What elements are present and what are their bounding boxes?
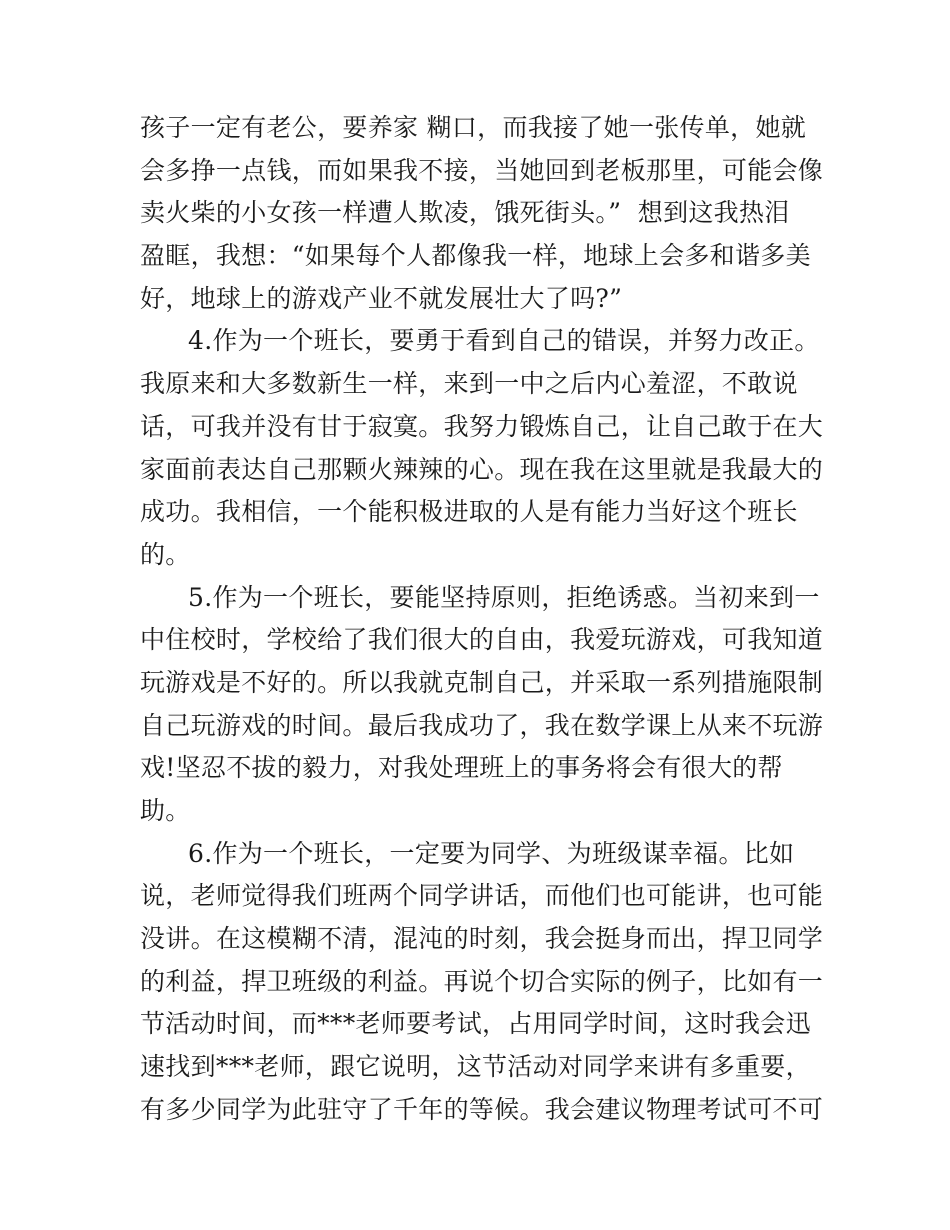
- document-body: [140, 107, 824, 1132]
- text-line: 盈眶，我想：“如果每个人都像我一样，地球上会多和谐多美: [140, 241, 811, 271]
- paragraph-4-start: 4.作为一个班长，要勇于看到自己的错误，并努力改正。: [188, 326, 820, 356]
- text-line: 孩子一定有老公，要养家 糊口，而我接了她一张传单，她就: [140, 113, 807, 142]
- text-line: 助。: [140, 796, 191, 825]
- text-line: 没讲。在这模糊不清，混沌的时刻，我会挺身而出，捍卫同学: [140, 924, 824, 954]
- text-line: 中住校时，学校给了我们很大的自由，我爱玩游戏，可我知道: [140, 625, 824, 655]
- text-line: 话，可我并没有甘于寂寞。我努力锻炼自己，让自己敢于在大: [140, 411, 824, 441]
- text-line: 成功。我相信，一个能积极进取的人是有能力当好这个班长: [140, 497, 798, 527]
- text-line: 好，地球上的游戏产业不就发展壮大了吗?”: [140, 283, 623, 313]
- text-line: 自己玩游戏的时间。最后我成功了，我在数学课上从来不玩游: [140, 710, 824, 740]
- text-line: 的。: [140, 539, 191, 569]
- text-line: 我原来和大多数新生一样，来到一中之后内心羞涩，不敢说: [140, 369, 798, 399]
- text-line: 家面前表达自己那颗火辣辣的心。现在我在这里就是我最大的: [140, 454, 824, 484]
- text-line: 会多挣一点钱，而如果我不接，当她回到老板那里，可能会像: [140, 155, 824, 185]
- text-line: 节活动时间，而***老师要考试，占用同学时间，这时我会迅: [140, 1009, 811, 1039]
- text-line: 玩游戏是不好的。所以我就克制自己，并采取一系列措施限制: [140, 667, 824, 697]
- text-line: 卖火柴的小女孩一样遭人欺凌，饿死街头。” 想到这我热泪: [140, 198, 790, 228]
- paragraph-6-start: 6.作为一个班长，一定要为同学、为班级谋幸福。比如: [188, 838, 795, 868]
- text-line: 的利益，捍卫班级的利益。再说个切合实际的例子，比如有一: [140, 966, 824, 996]
- text-line: 说，老师觉得我们班两个同学讲话，而他们也可能讲，也可能: [140, 881, 824, 911]
- text-line: 有多少同学为此驻守了千年的等候。我会建议物理考试可不可: [140, 1094, 824, 1124]
- text-line: 戏!坚忍不拔的毅力，对我处理班上的事务将会有很大的帮: [140, 753, 783, 783]
- paragraph-5-start: 5.作为一个班长，要能坚持原则，拒绝诱惑。当初来到一: [188, 582, 820, 612]
- text-line: 速找到***老师，跟它说明，这节活动对同学来讲有多重要，: [140, 1052, 811, 1082]
